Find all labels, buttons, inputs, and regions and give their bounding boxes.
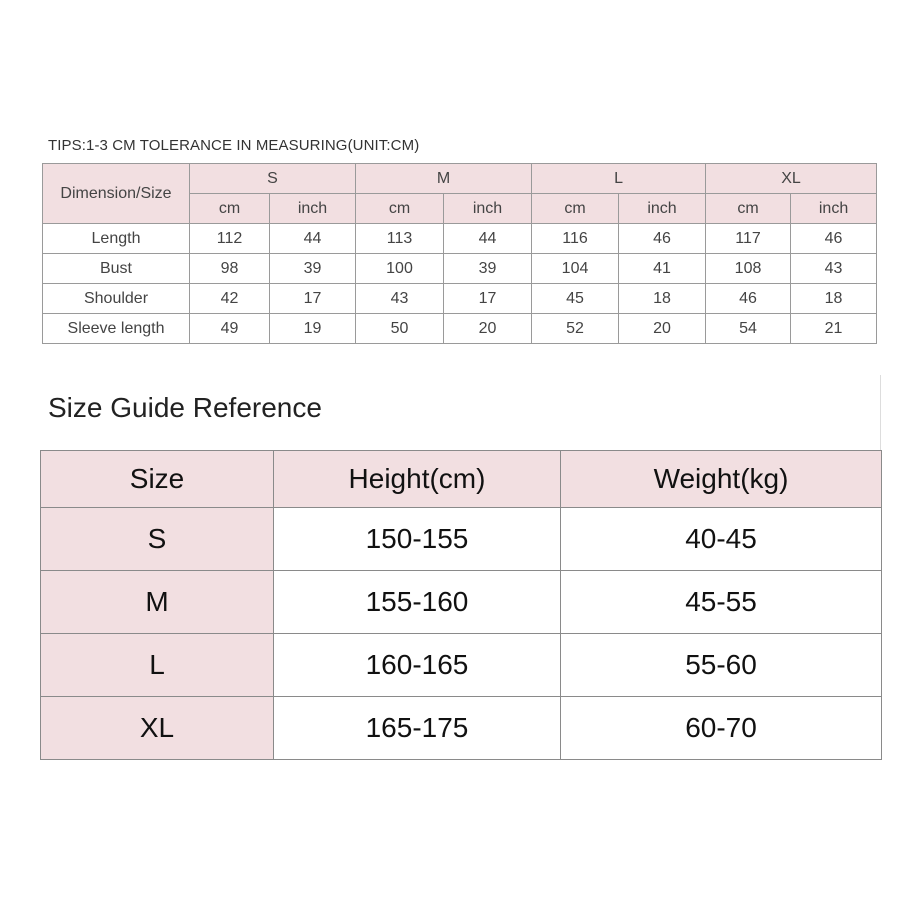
table-cell: 20 bbox=[619, 314, 706, 344]
table-cell: 49 bbox=[190, 314, 270, 344]
row-label: Bust bbox=[43, 254, 190, 284]
weight-cell: 55-60 bbox=[561, 634, 882, 697]
table-cell: 39 bbox=[270, 254, 356, 284]
table-cell: 18 bbox=[619, 284, 706, 314]
table-cell: 21 bbox=[791, 314, 877, 344]
size-cell: S bbox=[41, 508, 274, 571]
table-cell: 98 bbox=[190, 254, 270, 284]
table-cell: 20 bbox=[444, 314, 532, 344]
table-cell: 100 bbox=[356, 254, 444, 284]
table-cell: 42 bbox=[190, 284, 270, 314]
table-cell: 18 bbox=[791, 284, 877, 314]
size-guide-title: Size Guide Reference bbox=[48, 392, 322, 423]
height-column-header: Height(cm) bbox=[274, 451, 561, 508]
size-header-m: M bbox=[356, 164, 532, 194]
table-cell: 108 bbox=[706, 254, 791, 284]
table-cell: 46 bbox=[791, 224, 877, 254]
row-label: Length bbox=[43, 224, 190, 254]
table-row bbox=[41, 508, 882, 571]
guide-header-row bbox=[41, 451, 882, 508]
table-row bbox=[43, 314, 877, 344]
table-cell: 39 bbox=[444, 254, 532, 284]
unit-header: cm bbox=[706, 194, 791, 224]
table-cell: 19 bbox=[270, 314, 356, 344]
table-cell: 116 bbox=[532, 224, 619, 254]
table-cell: 17 bbox=[270, 284, 356, 314]
table-row bbox=[41, 697, 882, 760]
table-cell: 46 bbox=[619, 224, 706, 254]
table-cell: 44 bbox=[444, 224, 532, 254]
weight-cell: 45-55 bbox=[561, 571, 882, 634]
height-cell: 150-155 bbox=[274, 508, 561, 571]
table-row bbox=[43, 224, 877, 254]
table-row bbox=[43, 254, 877, 284]
table-row bbox=[43, 284, 877, 314]
table-cell: 113 bbox=[356, 224, 444, 254]
weight-cell: 40-45 bbox=[561, 508, 882, 571]
size-header-row bbox=[43, 164, 877, 194]
unit-header: inch bbox=[619, 194, 706, 224]
measurement-table bbox=[42, 163, 877, 344]
table-cell: 112 bbox=[190, 224, 270, 254]
weight-cell: 60-70 bbox=[561, 697, 882, 760]
size-cell: L bbox=[41, 634, 274, 697]
size-header-s: S bbox=[190, 164, 356, 194]
table-cell: 52 bbox=[532, 314, 619, 344]
row-label: Sleeve length bbox=[43, 314, 190, 344]
size-cell: XL bbox=[41, 697, 274, 760]
table-cell: 50 bbox=[356, 314, 444, 344]
unit-header: inch bbox=[270, 194, 356, 224]
size-column-header: Size bbox=[41, 451, 274, 508]
table-cell: 117 bbox=[706, 224, 791, 254]
size-header-xl: XL bbox=[706, 164, 877, 194]
size-cell: M bbox=[41, 571, 274, 634]
table-row bbox=[41, 571, 882, 634]
dimension-size-header: Dimension/Size bbox=[43, 164, 190, 224]
unit-header: cm bbox=[190, 194, 270, 224]
unit-header: inch bbox=[444, 194, 532, 224]
table-cell: 43 bbox=[356, 284, 444, 314]
table-cell: 44 bbox=[270, 224, 356, 254]
table-cell: 43 bbox=[791, 254, 877, 284]
unit-header: cm bbox=[356, 194, 444, 224]
table-cell: 54 bbox=[706, 314, 791, 344]
size-header-l: L bbox=[532, 164, 706, 194]
table-cell: 17 bbox=[444, 284, 532, 314]
height-cell: 155-160 bbox=[274, 571, 561, 634]
size-guide-table bbox=[40, 450, 882, 760]
table-cell: 104 bbox=[532, 254, 619, 284]
weight-column-header: Weight(kg) bbox=[561, 451, 882, 508]
unit-header: inch bbox=[791, 194, 877, 224]
table-cell: 46 bbox=[706, 284, 791, 314]
row-label: Shoulder bbox=[43, 284, 190, 314]
tolerance-note: TIPS:1-3 CM TOLERANCE IN MEASURING(UNIT:CM) bbox=[48, 137, 420, 154]
height-cell: 165-175 bbox=[274, 697, 561, 760]
table-cell: 45 bbox=[532, 284, 619, 314]
height-cell: 160-165 bbox=[274, 634, 561, 697]
table-cell: 41 bbox=[619, 254, 706, 284]
unit-header: cm bbox=[532, 194, 619, 224]
table-row bbox=[41, 634, 882, 697]
